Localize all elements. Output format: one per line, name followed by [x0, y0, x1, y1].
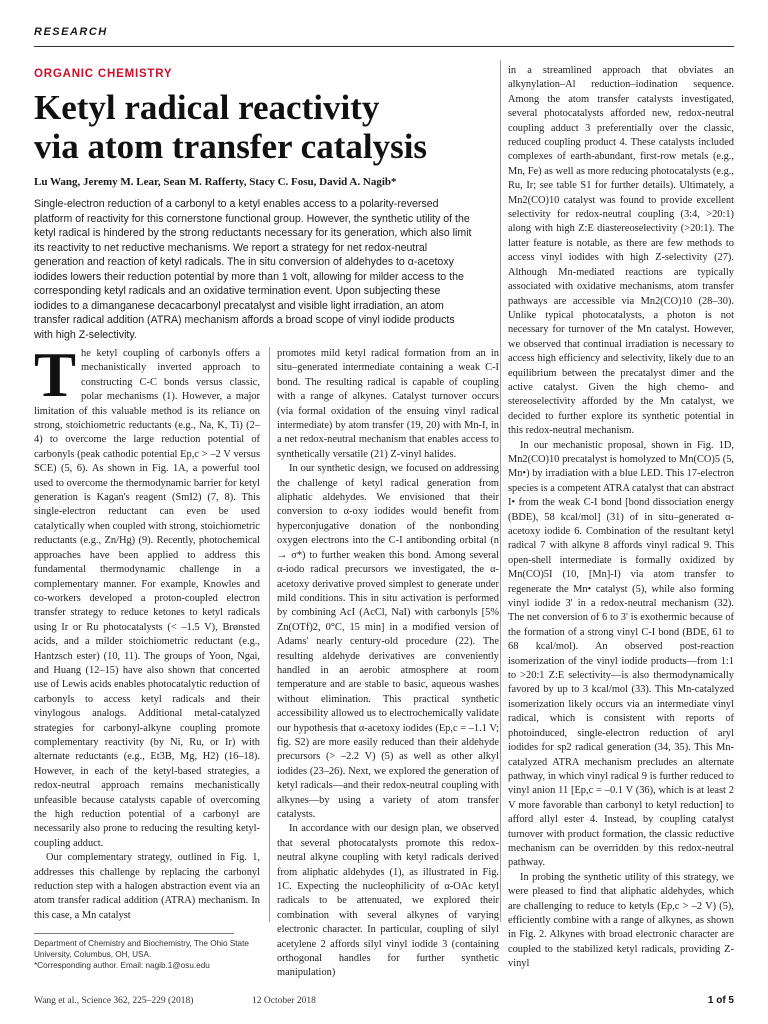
abstract-text: Single-electron reduction of a carbonyl to a ketyl enables access to a polarity-reversed platform of reactivity for this cornerstone functional group. However, the synthetic utility of the ketyl radical is hindered by the strong reductants necessary for its generation, which also limit its reactivity to net reductive mechanisms. We report a strategy for net redox-neutral generation and reaction of ketyl radicals. The in situ conversion of aldehydes to α-acetoxy iodides lowers their reduction potential by more than 1 volt, allowing for milder access to the corresponding ketyl radicals and an oxidative termination event. Upon subjecting these iodides to a dimanganese decacarbonyl precatalyst and visible light irradiation, an atom transfer radical addition (ATRA) mechanism affords a broad scope of vinyl iodide products with high Z-selectivity. [34, 198, 472, 341]
body-paragraph: Our complementary strategy, outlined in Fig. 1, addresses this challenge by replacing the carbonyl reduction step with a halogen abstraction event via an atom transfer radical addition (ATRA) mechanism. In this case, a Mn catalyst [34, 852, 260, 921]
author-list: Lu Wang, Jeremy M. Lear, Sean M. Rafferty, Stacy C. Fosu, David A. Nagib* [34, 176, 397, 188]
body-column-3 [508, 64, 734, 972]
article-title [34, 88, 474, 166]
footer-date: 12 October 2018 [252, 996, 316, 1006]
paragraph-text: he ketyl coupling of carbonyls offers a mechanistically inverted approach to constructing C-C bonds versus classic, polar mechanisms (1). However, a major limitation of this valuable method is its reliance on strong, stoichiometric reductants (e.g., Na, K, Ti) (2–4) to overcome the large reduction potential of carbonyls (peak cathodic potential Ep,c > –2 V versus SCE) (5, 6). As shown in Fig. 1A, a powerful tool used to overcome the thermodynamic barrier for ketyl generation is Kagan's reagent (SmI2) (7, 8). This single-electron reductant can even be used catalytically when coupled with strong, stoichiometric reductants (e.g., Zn/Hg) (9). Recently, photochemical approaches have been applied to address this fundamental thermodynamic challenge in a complementary manner. For example, Knowles and co-workers developed a proton-coupled electron transfer strategy to reduce ketones to ketyl radicals using Ir or Ru photocatalysts (< –1.5 V), Brønsted acids, and a milder stoichiometric reductant (e.g., Hantzsch ester) (10, 11). The groups of Yoon, Ngai, and Huang (12–15) have also shown that concerted use of Lewis acids enables photocatalytic reduction of carbonyls to access ketyl radicals and their vinylogous analogs. Additional metal-catalyzed strategies for carbonyl-alkyne coupling promote complementary reactivity (by Ni, Ru, or Ir) with alternate reductants (e.g., Et3B, Mg, H2) (16–18). However, in each of the ketyl-based strategies, a redox-neutral approach remains mechanistically unfeasible because catalysts capable of overcoming the high reduction potential of a carbonyl are necessarily also prone to reducing the resulting ketyl-coupling adduct. [34, 348, 260, 849]
body-paragraph [34, 340, 260, 851]
body-paragraph: in a streamlined approach that obviates an alkynylation–Al reduction–iodination sequence. Among the atom transfer catalysts investigated, several photocatalysts afforded new, redox-neutral coupling adduct 3 preferentially over the classic, reduced coupling product 4. These catalysts included complexes of earth-abundant, first-row metals (e.g., Mn, Fe) as well as more reducing photocatalysts (e.g., Ru, Ir; see table S1 for further details). Ultimately, a Mn2(CO)10 catalyst was found to provide excellent selectivity for redox-neutral coupling (3:4, >20:1) along with high Z:E diastereoselectivity (>20:1). The latter feature is notable, as there are few methods to access vinyl iodides with high Z-selectivity (27). Although Mn-mediated reactions are typically associated with oxidative mechanisms, atom transfer pathways are accessible via Mn2(CO)10 (28–30). Unlike typical photocatalysts, a photon is not necessary for turnover of the Mn catalyst. However, we observed that continual irradiation is necessary to access high efficiency and selectivity, likely due to an equilibrium between the precatalyst dimer and the active catalyst. Given the high chemo- and stereoselectivity afforded by the Mn catalyst, we decided to further explore its synthetic potential in this redox-neutral mechanism. [508, 65, 734, 437]
column-divider [500, 60, 501, 922]
header-divider [34, 46, 734, 47]
footnote [34, 938, 274, 971]
body-paragraph: In our synthetic design, we focused on addressing the challenge of ketyl radical generation from aliphatic aldehydes. We envisioned that their conversion to α-oxy iodides would benefit from hyperconjugative donation of the nonbonding oxygen electrons into the C-I antibonding orbital (n → σ*) to further weaken this bond. Among several α-iodo radical precursors we investigated, the α-acetoxy derivative proved simplest to generate under mild conditions. This in situ activation is performed by combining AcI (AcCl, NaI) with carbonyls [5% Zn(OTf)2, 0°C, 15 min] in a modified version of Adams' nearly century-old procedure (22). The resulting aldehyde derivatives are conveniently handled in an aerobic atmosphere at room temperature and are stable to basic, aqueous washes without elimination. This practical synthetic accessibility allowed us to electrochemically validate our hypothesis that α-acetoxy iodides (Ep,c = –1.1 V; fig. S2) are more easily reduced than their aldehyde precursors (> –2.2 V) (5) as well as other alkyl iodides (23–26). Next, we explored the generation of ketyl radicals—and their redox-neutral coupling with alkynes—by using a variety of atom transfer catalysts. [277, 463, 499, 820]
body-paragraph: promotes mild ketyl radical formation from an in situ–generated intermediate containing a weak C-I bond. The resulting radical is capable of coupling with a range of alkynes. Catalyst turnover occurs (via formal oxidation of the ensuing vinyl radical intermediate) by atom transfer (19, 20) with Mn-I, in a net redox-neutral mechanism that enables access to synthetically versatile (21) Z-vinyl halides. [277, 348, 499, 460]
body-column-1 [34, 340, 260, 923]
article-kicker: ORGANIC CHEMISTRY [34, 68, 173, 80]
article-title-line-2: via atom transfer catalysis [34, 127, 428, 166]
body-paragraph: In accordance with our design plan, we observed that several photocatalysts promote this redox-neutral alkyne coupling with ketyl radicals derived from aliphatic aldehydes (1), as illustrated in Fig. 1C. Expecting the nucleophilicity of α-OAc ketyl radicals to be attenuated, we explored their combination with several alkynes of varying electronic character. In particular, coupling of silyl acetylene 2 affords silyl vinyl iodide 3 (containing orthogonal handles for further synthetic manipulation) [277, 823, 499, 979]
affiliation: Department of Chemistry and Biochemistry, The Ohio State University, Columbus, OH, USA. [34, 939, 249, 959]
body-paragraph: In probing the synthetic utility of this strategy, we were pleased to find that aliphatic aldehydes, which are challenging to reduce to ketyls (Ep,c > –2 V) (5), efficiently combine with a range of alkynes, as shown in Fig. 2. Alkynes with broad electronic character are coupled to the stabilized ketyl radicals, providing Z-vinyl [508, 871, 734, 970]
corresponding-author: *Corresponding author. Email: nagib.1@osu.edu [34, 961, 210, 970]
abstract [34, 197, 474, 342]
page-number: 1 of 5 [707, 995, 734, 1006]
drop-cap: T [34, 340, 77, 410]
body-column-2 [277, 347, 499, 981]
body-paragraph: In our mechanistic proposal, shown in Fig. 1D, Mn2(CO)10 precatalyst is homolyzed to Mn(CO)5 (5, Mn•) by irradiation with a blue LED. This 17-electron species is a competent ATRA catalyst that can abstract I• from the weak C-I bond [bond dissociation energy (BDE), 58 kcal/mol] (31) of in situ–generated α-acetoxy iodide 6. Combination of the resultant ketyl radical 7 with alkyne 8 affords vinyl radical 9. This open-shell intermediate is formally oxidized by Mn(CO)5I (10, [Mn]-I) via atom transfer to regenerate the Mn• catalyst (5), while also forming vinyl iodide 3' in a redox-neutral mechanism (32). The net conversion of 6 to 3' is exothermic because of the formation of a strong vinyl C-I bond (BDE, 61 to 68 kcal/mol). An observed post-reaction isomerization of the vinyl iodide products—from 1:1 to >20:1 Z:E selectivity—is also thermodynamically favored by up to 3 kcal/mol (33). This Mn-catalyzed isomerization likely occurs via an intermediate vinyl radical, which is consistent with reports of photoinduced, single-electron reduction of aryl iodides for sp2 radical generation (34, 35). This Mn-catalyzed ATRA mechanism precludes an alternate pathway, in which vinyl radical 9 is further reduced to vinyl anion 11 [Ep,c = –0.1 V (36), which is at least 2 V more favorable than carbonyl to ketyl reduction] to afford allyl ester 4. Instead, by coupling catalyst turnover with product formation, the classic reductive mechanism can be overridden by this redox-neutral pathway. [508, 439, 734, 869]
footer-citation: Wang et al., Science 362, 225–229 (2018) [34, 996, 194, 1006]
article-title-line-1: Ketyl radical reactivity [34, 88, 380, 127]
footnote-divider [34, 933, 234, 934]
section-label: RESEARCH [34, 26, 108, 38]
column-divider [269, 347, 270, 922]
